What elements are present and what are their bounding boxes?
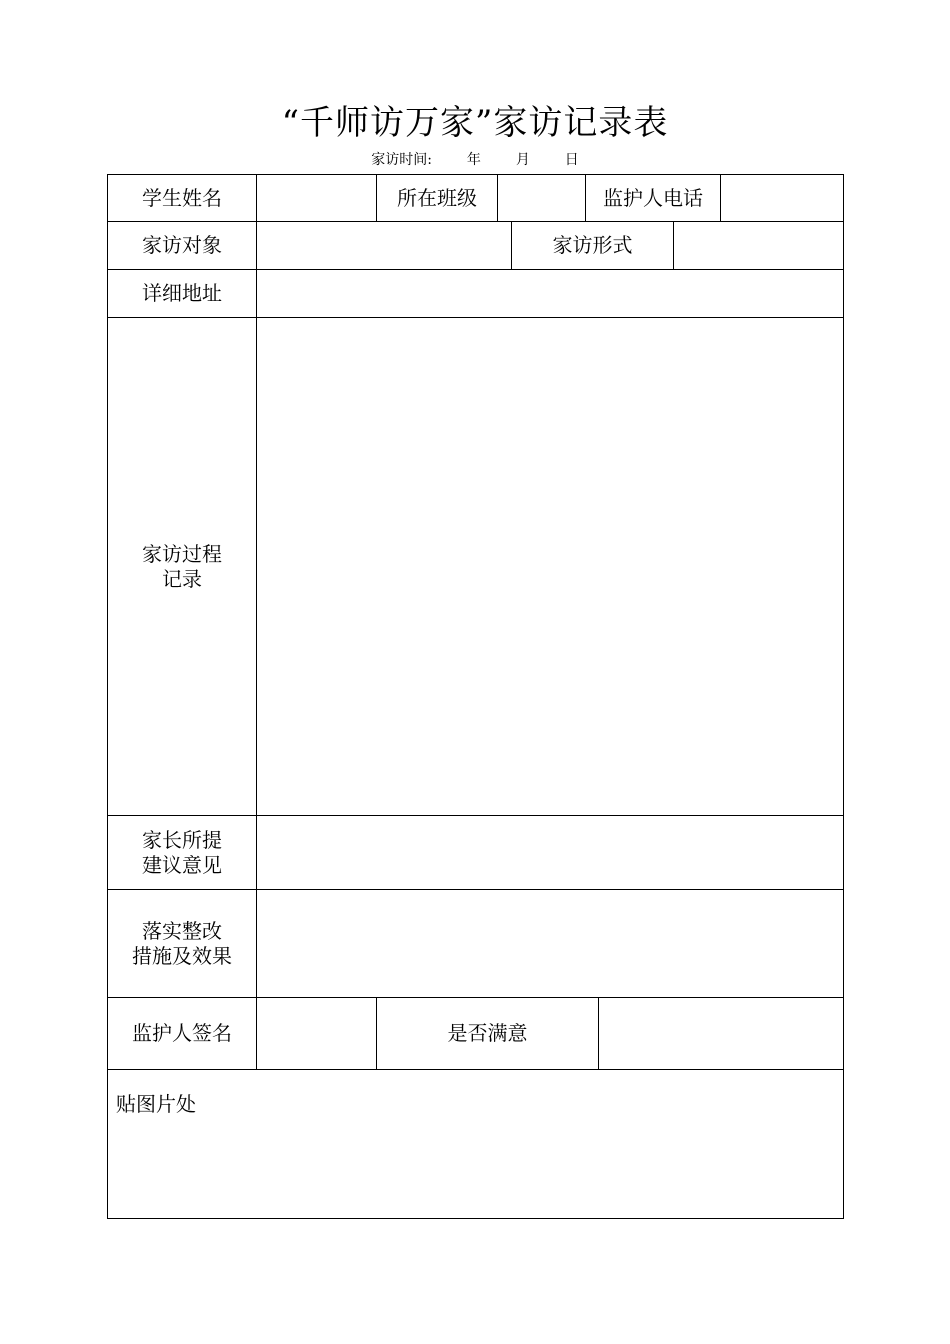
visit-target-label: 家访对象 [108,222,257,270]
student-name-field[interactable] [257,175,377,222]
visit-form-field[interactable] [674,222,844,270]
guardian-phone-field[interactable] [721,175,844,222]
class-field[interactable] [498,175,586,222]
parent-suggestion-label [108,816,257,890]
visit-time-year: 年 [466,152,481,168]
student-name-label: 学生姓名 [108,175,257,222]
address-field[interactable] [257,270,844,318]
photo-area[interactable] [108,1070,844,1219]
address-label: 详细地址 [108,270,257,318]
visit-time-label: 家访时间: [371,152,432,168]
class-label: 所在班级 [377,175,498,222]
parent-suggestion-label-line1: 家长所提 [142,827,222,852]
visit-target-field[interactable] [257,222,512,270]
guardian-signature-label: 监护人签名 [108,998,257,1070]
satisfied-label: 是否满意 [377,998,599,1070]
rectification-measures-label-line1: 落实整改 [142,918,222,943]
satisfied-field[interactable] [599,998,844,1070]
visit-time-month: 月 [515,152,530,168]
process-record-field[interactable] [257,318,844,816]
rectification-measures-label [108,890,257,998]
process-record-label [108,318,257,816]
guardian-phone-label: 监护人电话 [586,175,721,222]
photo-area-label: 贴图片处 [116,1092,196,1116]
visit-time-day: 日 [564,152,579,168]
parent-suggestion-label-line2: 建议意见 [142,852,222,877]
visit-form-label: 家访形式 [512,222,674,270]
visit-time-line [0,150,950,170]
guardian-signature-field[interactable] [257,998,377,1070]
process-record-label-line1: 家访过程 [142,541,222,566]
rectification-measures-field[interactable] [257,890,844,998]
page-title: “千师访万家”家访记录表 [281,103,669,143]
process-record-label-line2: 记录 [162,566,202,591]
home-visit-form [107,174,844,1219]
rectification-measures-label-line2: 措施及效果 [132,943,232,968]
parent-suggestion-field[interactable] [257,816,844,890]
